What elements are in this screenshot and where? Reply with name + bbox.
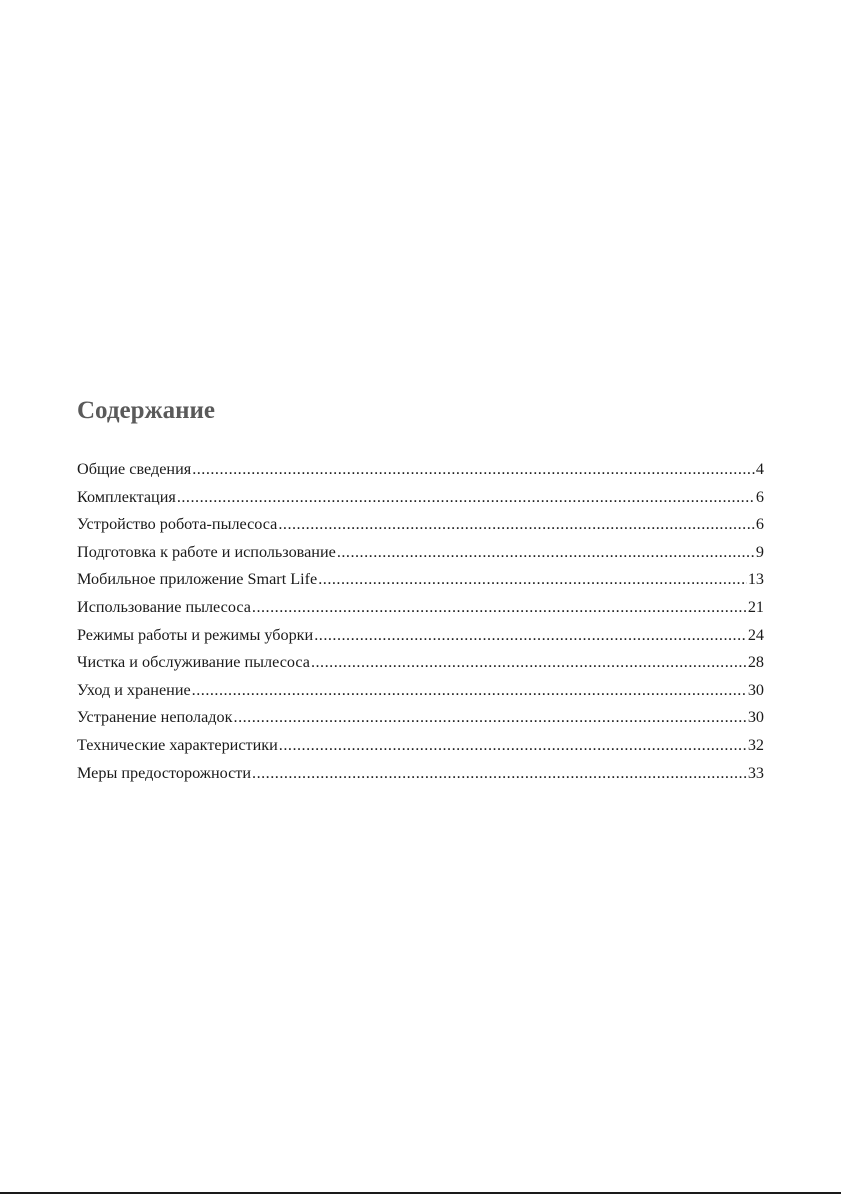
toc-leader-dots	[252, 594, 747, 622]
toc-leader-dots	[234, 704, 747, 732]
toc-list	[77, 456, 764, 787]
toc-entry-title: Чистка и обслуживание пылесоса	[77, 653, 310, 672]
toc-entry-page: 21	[747, 597, 764, 616]
toc-entry[interactable]	[77, 456, 764, 484]
toc-entry[interactable]	[77, 677, 764, 705]
toc-entry-title: Уход и хранение	[77, 680, 191, 699]
toc-entry[interactable]	[77, 704, 764, 732]
toc-entry[interactable]	[77, 539, 764, 567]
toc-leader-dots	[192, 456, 755, 484]
toc-entry[interactable]	[77, 594, 764, 622]
toc-leader-dots	[177, 484, 755, 512]
toc-heading: Содержание	[77, 397, 216, 424]
toc-entry[interactable]	[77, 511, 764, 539]
toc-entry-title: Мобильное приложение Smart Life	[77, 570, 318, 589]
toc-leader-dots	[337, 539, 755, 567]
toc-leader-dots	[314, 622, 747, 650]
toc-entry-title: Меры предосторожности	[77, 763, 252, 782]
toc-leader-dots	[278, 511, 755, 539]
toc-entry-title: Подготовка к работе и использование	[77, 542, 336, 561]
toc-entry-title: Устройство робота-пылесоса	[77, 515, 278, 534]
toc-entry-title: Использование пылесоса	[77, 597, 251, 616]
toc-entry-page: 33	[747, 763, 764, 782]
toc-entry-page: 6	[755, 487, 764, 506]
toc-entry-title: Технические характеристики	[77, 735, 278, 754]
toc-entry[interactable]	[77, 484, 764, 512]
toc-entry-title: Режимы работы и режимы уборки	[77, 625, 314, 644]
toc-entry[interactable]	[77, 566, 764, 594]
toc-entry-page: 13	[747, 570, 764, 589]
toc-entry-title: Комплектация	[77, 487, 176, 506]
toc-entry-page: 30	[747, 680, 764, 699]
toc-entry-page: 30	[747, 708, 764, 727]
toc-entry-page: 24	[747, 625, 764, 644]
toc-entry-page: 32	[747, 735, 764, 754]
toc-entry-title: Общие сведения	[77, 460, 192, 478]
toc-entry-page: 28	[747, 653, 764, 672]
toc-leader-dots	[252, 760, 747, 788]
toc-entry-title: Устранение неполадок	[77, 708, 233, 727]
toc-entry-page: 6	[755, 515, 764, 534]
toc-entry[interactable]	[77, 622, 764, 650]
toc-leader-dots	[311, 649, 747, 677]
toc-entry-page: 9	[755, 542, 764, 561]
toc-leader-dots	[192, 677, 747, 705]
toc-entry[interactable]	[77, 649, 764, 677]
toc-entry[interactable]	[77, 760, 764, 788]
toc-entry[interactable]	[77, 732, 764, 760]
toc-leader-dots	[279, 732, 747, 760]
toc-entry-page: 4	[755, 460, 764, 478]
toc-leader-dots	[318, 566, 747, 594]
